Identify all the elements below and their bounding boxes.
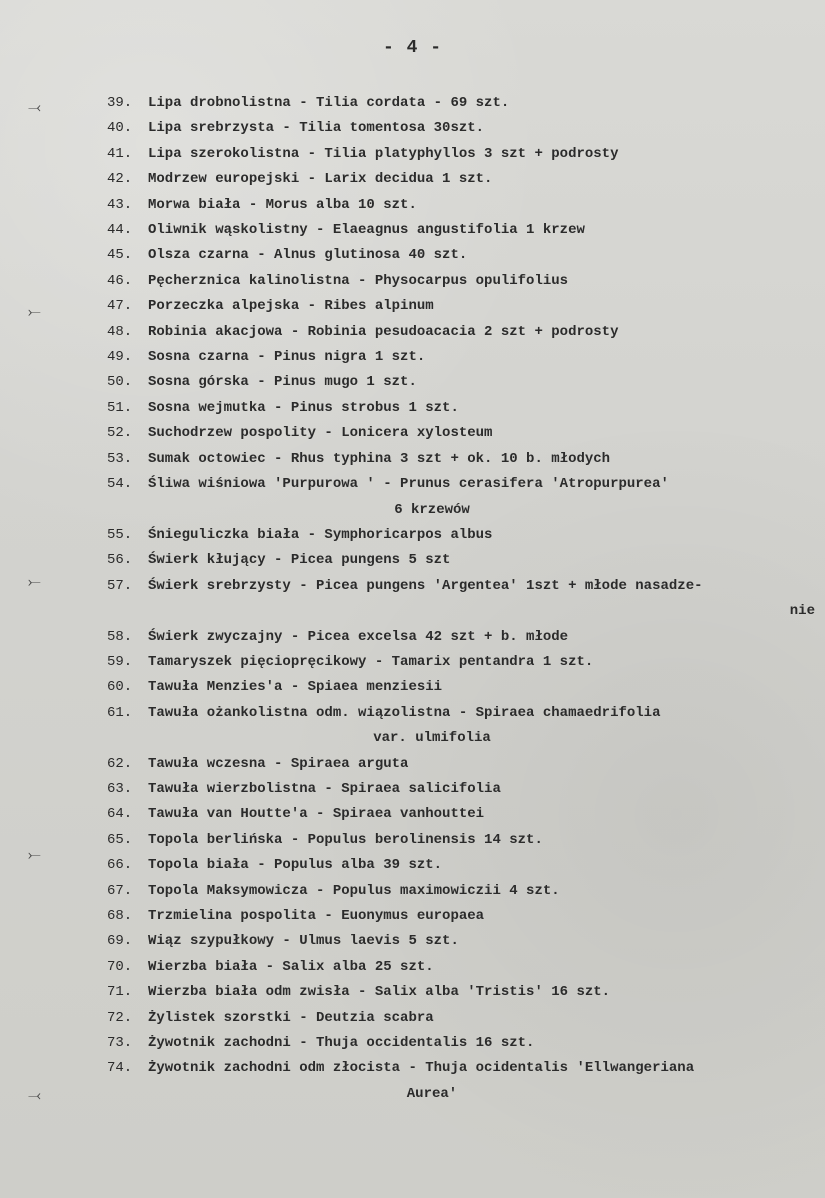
entry-number: 63.	[107, 780, 133, 797]
entry-text: Pęcherznica kalinolistna - Physocarpus opulifolius	[148, 272, 569, 289]
entry-number: 56.	[107, 552, 133, 569]
entry-text: Sosna wejmutka - Pinus strobus 1 szt.	[148, 399, 459, 416]
entry-number: 55.	[107, 526, 133, 543]
entry-text: Porzeczka alpejska - Ribes alpinum	[148, 298, 434, 315]
list-item	[107, 904, 815, 929]
list-item	[107, 218, 815, 243]
entry-text: Lipa szerokolistna - Tilia platyphyllos 3 szt + podrosty	[148, 145, 619, 162]
entry-continuation: 6 krzewów	[394, 501, 470, 518]
list-item	[107, 548, 815, 573]
list-item	[107, 777, 815, 802]
list-item	[107, 345, 815, 370]
list-item	[107, 472, 815, 523]
entry-text: Topola Maksymowicza - Populus maximowiczii 4 szt.	[148, 882, 560, 899]
entry-number: 66.	[107, 857, 133, 874]
entry-number: 67.	[107, 882, 133, 899]
entry-text: Śliwa wiśniowa 'Purpurowa ' - Prunus cerasifera 'Atropurpurea'	[148, 476, 669, 493]
list-item	[107, 574, 815, 625]
entry-text: Śnieguliczka biała - Symphoricarpos albus	[148, 526, 493, 543]
list-item	[107, 879, 815, 904]
entry-text: Tawuła ożankolistna odm. wiązolistna - Spiraea chamaedrifolia	[148, 704, 661, 721]
entry-number: 73.	[107, 1035, 133, 1052]
list-item	[107, 1056, 815, 1107]
entry-text: Topola berlińska - Populus berolinensis 14 szt.	[148, 831, 543, 848]
entry-text: Lipa srebrzysta - Tilia tomentosa 30szt.	[148, 120, 485, 137]
entry-text: Trzmielina pospolita - Euonymus europaea	[148, 908, 485, 924]
entry-text: Wierzba biała - Salix alba 25 szt.	[148, 958, 434, 975]
list-item	[107, 243, 815, 268]
entry-number: 54.	[107, 476, 133, 493]
entry-number: 46.	[107, 272, 133, 289]
list-item	[107, 675, 815, 700]
entry-number: 44.	[107, 222, 133, 239]
entry-number: 53.	[107, 450, 133, 467]
list-item	[107, 955, 815, 980]
margin-tick-mark: ⤚	[28, 847, 41, 865]
list-item	[107, 447, 815, 472]
entry-text: Suchodrzew pospolity - Lonicera xylosteum	[148, 425, 493, 442]
list-item	[107, 523, 815, 548]
list-item	[107, 1031, 815, 1056]
list-item	[107, 396, 815, 421]
entry-text: Wierzba biała odm zwisła - Salix alba 'Tristis' 16 szt.	[148, 984, 611, 1001]
list-item	[107, 421, 815, 446]
entry-text: Żywotnik zachodni odm złocista - Thuja ocidentalis 'Ellwangeriana	[148, 1060, 695, 1077]
list-item	[107, 116, 815, 141]
entry-number: 69.	[107, 933, 133, 950]
margin-tick-mark: ⤙	[28, 1087, 41, 1105]
entry-number: 50.	[107, 374, 133, 391]
entry-number: 48.	[107, 323, 133, 340]
entry-text: Olsza czarna - Alnus glutinosa 40 szt.	[148, 247, 468, 264]
entry-number: 42.	[107, 171, 133, 188]
entry-number: 65.	[107, 831, 133, 848]
entry-text: Żywotnik zachodni - Thuja occidentalis 16 szt.	[148, 1035, 535, 1052]
entry-continuation: nie	[789, 603, 815, 620]
entry-continuation: var. ulmifolia	[373, 730, 491, 747]
entry-text: Sosna czarna - Pinus nigra 1 szt.	[148, 349, 426, 366]
entry-text: Tawuła wczesna - Spiraea arguta	[148, 755, 409, 772]
entry-number: 47.	[107, 298, 133, 315]
entry-number: 52.	[107, 425, 133, 442]
margin-tick-mark: ⤙	[28, 99, 41, 117]
list-item	[107, 980, 815, 1005]
entry-number: 39.	[107, 95, 133, 111]
entry-text: Tamaryszek pięciopręcikowy - Tamarix pentandra 1 szt.	[148, 653, 594, 670]
entry-text: Sosna górska - Pinus mugo 1 szt.	[148, 374, 417, 391]
entry-number: 57.	[107, 577, 133, 594]
entry-number: 45.	[107, 247, 133, 264]
entry-text: Topola biała - Populus alba 39 szt.	[148, 857, 443, 874]
list-item	[107, 167, 815, 192]
entry-number: 60.	[107, 679, 133, 696]
list-item	[107, 929, 815, 954]
entry-number: 70.	[107, 958, 133, 975]
list-item	[107, 1006, 815, 1031]
margin-tick-mark: ⤚	[28, 304, 41, 322]
entry-text: Morwa biała - Morus alba 10 szt.	[148, 196, 417, 213]
entry-text: Tawuła van Houtte'a - Spiraea vanhouttei	[148, 806, 485, 823]
entry-text: Tawuła Menzies'a - Spiaea menziesii	[148, 679, 443, 696]
entry-continuation: Aurea'	[406, 1085, 458, 1102]
entry-number: 41.	[107, 145, 133, 162]
list-item	[107, 193, 815, 218]
list-item	[107, 320, 815, 345]
entry-text: Modrzew europejski - Larix decidua 1 szt.	[148, 171, 493, 188]
entry-text: Żylistek szorstki - Deutzia scabra	[148, 1009, 434, 1026]
list-item	[107, 294, 815, 319]
entry-text: Robinia akacjowa - Robinia pesudoacacia 2 szt + podrosty	[148, 323, 619, 340]
entry-number: 51.	[107, 399, 133, 416]
list-item	[107, 625, 815, 650]
list-item	[107, 828, 815, 853]
entry-number: 71.	[107, 984, 133, 1001]
list-item	[107, 701, 815, 752]
list-item	[107, 142, 815, 167]
list-item	[107, 269, 815, 294]
species-list	[107, 91, 815, 1107]
entry-text: Sumak octowiec - Rhus typhina 3 szt + ok. 10 b. młodych	[148, 450, 611, 467]
entry-text: Tawuła wierzbolistna - Spiraea salicifolia	[148, 780, 501, 797]
entry-text: Świerk kłujący - Picea pungens 5 szt	[148, 552, 451, 569]
entry-text: Świerk srebrzysty - Picea pungens 'Argentea' 1szt + młode nasadze-	[148, 577, 703, 594]
list-item	[107, 853, 815, 878]
entry-number: 64.	[107, 806, 133, 823]
entry-text: Świerk zwyczajny - Picea excelsa 42 szt + b. młode	[148, 628, 569, 645]
entry-text: Oliwnik wąskolistny - Elaeagnus angustifolia 1 krzew	[148, 222, 585, 239]
list-item	[107, 752, 815, 777]
entry-number: 43.	[107, 196, 133, 213]
page-number: - 4 -	[382, 38, 442, 58]
list-item	[107, 802, 815, 827]
entry-number: 59.	[107, 653, 133, 670]
entry-number: 72.	[107, 1009, 133, 1026]
entry-text: Lipa drobnolistna - Tilia cordata - 69 szt.	[148, 95, 510, 111]
list-item	[107, 650, 815, 675]
entry-number: 68.	[107, 908, 133, 924]
entry-number: 49.	[107, 349, 133, 366]
list-item	[107, 91, 815, 116]
margin-tick-mark: ⤚	[28, 574, 41, 592]
entry-number: 61.	[107, 704, 133, 721]
entry-number: 62.	[107, 755, 133, 772]
list-item	[107, 370, 815, 395]
entry-number: 40.	[107, 120, 133, 137]
entry-text: Wiąz szypułkowy - Ulmus laevis 5 szt.	[148, 933, 459, 950]
entry-number: 74.	[107, 1060, 133, 1077]
entry-number: 58.	[107, 628, 133, 645]
